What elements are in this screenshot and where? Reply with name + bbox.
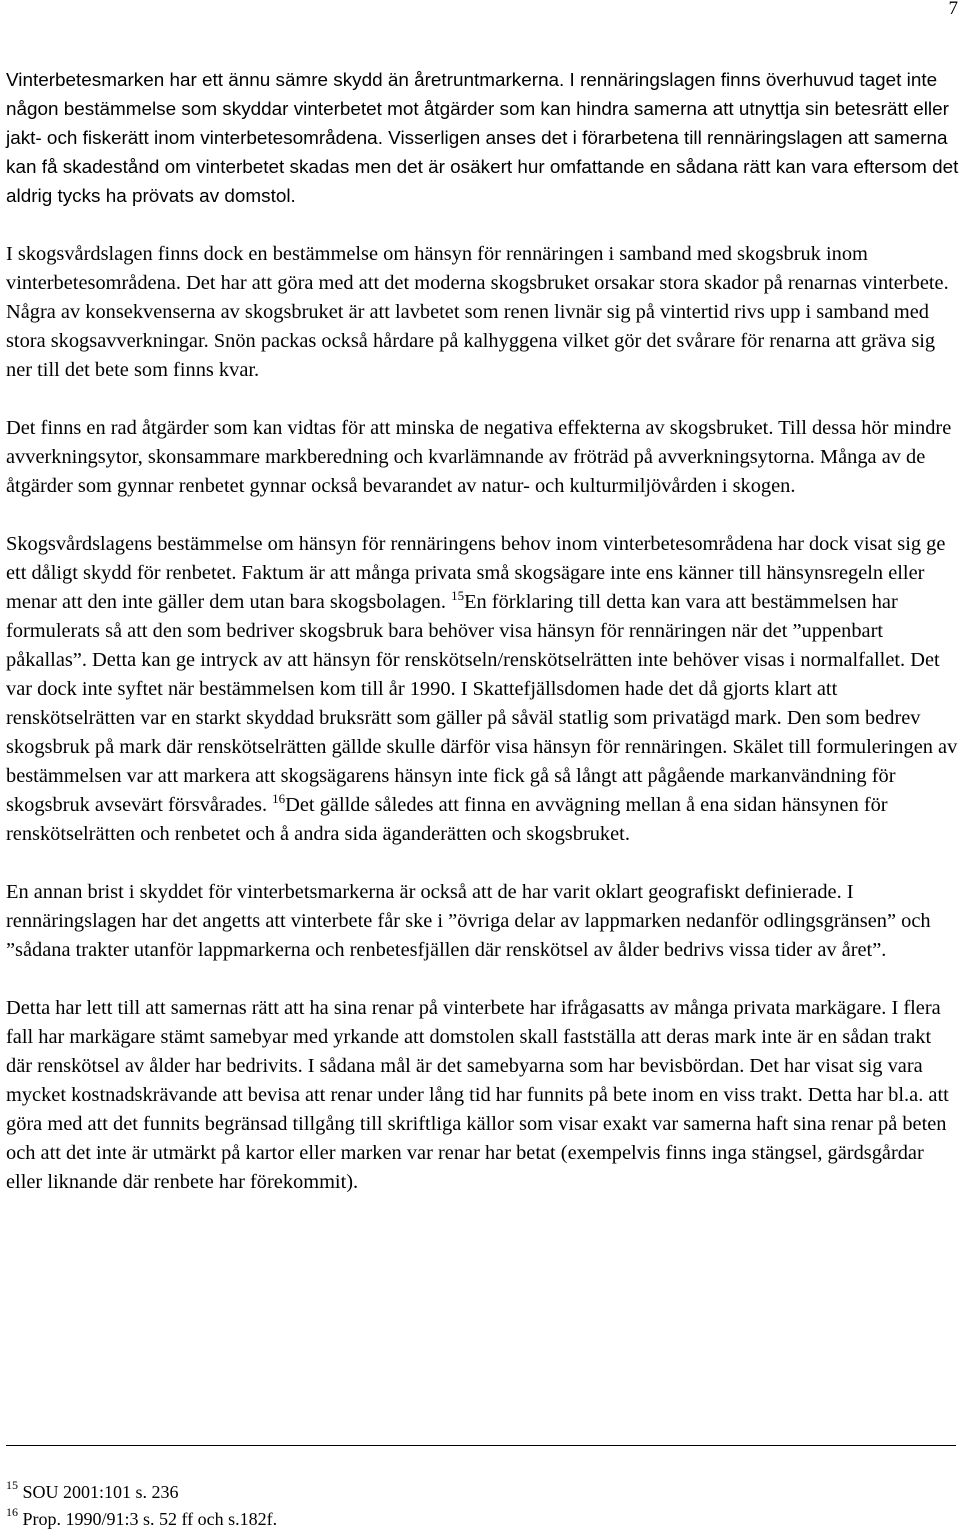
footnote-15 bbox=[6, 1479, 277, 1506]
footnote-reference: 16 bbox=[272, 791, 286, 806]
page-number: 7 bbox=[948, 0, 958, 19]
footnote-separator bbox=[6, 1445, 956, 1446]
footnote-reference: 15 bbox=[451, 588, 465, 603]
paragraph-text: En förklaring till detta kan vara att bestämmelsen har formulerats så att den som bedriver skogsbruk bara behöver visa hänsyn för rennäringen när det ”uppenbart påkallas”. Detta kan ge intryck av att hänsyn för renskötseln/renskötselrätten inte behöver visas i normalfallet. Det var dock inte syftet när bestämmelsen kom till år 1990. I Skattefjällsdomen hade det då gjorts klart att renskötselrätten var en starkt skyddad bruksrätt som gäller på såväl statlig som privatägd mark. Den som bedrev skogsbruk på mark där renskötselrätten gällde skulle därför visa hänsyn för rennäringen. Skälet till formuleringen av bestämmelsen var att markera att skogsägarens hänsyn inte fick gå så långt att pågående markanvändning för skogsbruk avsevärt försvårades. bbox=[6, 591, 958, 816]
paragraph-skogsvardslagen: I skogsvårdslagen finns dock en bestämmelse om hänsyn för rennäringen i samband med skogsbruk inom vinterbetesområdena. Det har att göra med att det moderna skogsbruket orsakar stora skador på renarnas vinterbete. Några av konsekvenserna av skogsbruket är att lavbetet som renen livnär sig på vintertid rivs upp i samband med stora skogsavverkningar. Snön packas också hårdare på kalhyggena vilket gör det svårare för renarna att gräva sig ner till det bete som finns kvar. bbox=[6, 243, 949, 381]
paragraph-hansynsregeln bbox=[6, 530, 960, 849]
footnote-16 bbox=[6, 1506, 277, 1533]
paragraph-text: Det gällde således att finna en avvägning mellan å ena sidan hänsynen för renskötselrätten och renbetet och å andra sida äganderätten och skogsbruket. bbox=[6, 794, 888, 845]
footnote-number: 16 bbox=[6, 1505, 18, 1519]
footnote-text: SOU 2001:101 s. 236 bbox=[22, 1482, 179, 1502]
footnotes bbox=[6, 1479, 277, 1533]
paragraph-geografiskt-definierade: En annan brist i skyddet för vinterbetsmarkerna är också att de har varit oklart geografiskt definierade. I rennäringslagen har det angetts att vinterbete får ske i ”övriga delar av lappmarken nedanför odlingsgränsen” och ”sådana trakter utanför lappmarkerna och renbetesfjällen där renskötsel av ålder bedrivs vissa tider av året”. bbox=[6, 881, 931, 961]
document-body bbox=[6, 66, 960, 1226]
paragraph-markagare: Detta har lett till att samernas rätt att ha sina renar på vinterbete har ifrågasatts av många privata markägare. I flera fall har markägare stämt samebyar med yrkande att domstolen skall fastställa att deras mark inte är en sådan trakt där renskötsel av ålder har bedrivits. I sådana mål är det samebyarna som har bevisbördan. Det har visat sig vara mycket kostnadskrävande att bevisa att renar under lång tid har funnits på bete inom en viss trakt. Detta har bl.a. att göra med att det funnits begränsad tillgång till skriftliga källor som visar exakt var samerna haft sina renar på beten och att det inte är utmärkt på kartor eller marken var renar har betat (exempelvis finns inga stängsel, gärdsgårdar eller liknande där renbete har förekommit). bbox=[6, 997, 949, 1193]
footnote-text: Prop. 1990/91:3 s. 52 ff och s.182f. bbox=[22, 1509, 278, 1529]
paragraph-atgarder: Det finns en rad åtgärder som kan vidtas för att minska de negativa effekterna av skogsbruket. Till dessa hör mindre avverkningsytor, skonsammare markberedning och kvarlämnande av fröträd på avverkningsytorna. Många av de åtgärder som gynnar renbetet gynnar också bevarandet av natur- och kulturmiljövården i skogen. bbox=[6, 417, 952, 497]
footnote-number: 15 bbox=[6, 1478, 18, 1492]
paragraph-vinterbetesmarken: Vinterbetesmarken har ett ännu sämre skydd än åretruntmarkerna. I rennäringslagen finns överhuvud taget inte någon bestämmelse som skyddar vinterbetet mot åtgärder som kan hindra samerna att utnyttja sin betesrätt eller jakt- och fiskerätt inom vinterbetesområdena. Visserligen anses det i förarbetena till rennäringslagen att samerna kan få skadestånd om vinterbetet skadas men det är osäkert hur omfattande en sådana rätt kan vara eftersom det aldrig tycks ha prövats av domstol. bbox=[6, 70, 959, 207]
paragraph-text: Skogsvårdslagens bestämmelse om hänsyn för rennäringens behov inom vinterbetesområdena har dock visat sig ge ett dåligt skydd för renbetet. Faktum är att många privata små skogsägare inte ens känner till hänsynsregeln eller menar att den inte gäller dem utan bara skogsbolagen. bbox=[6, 533, 946, 613]
